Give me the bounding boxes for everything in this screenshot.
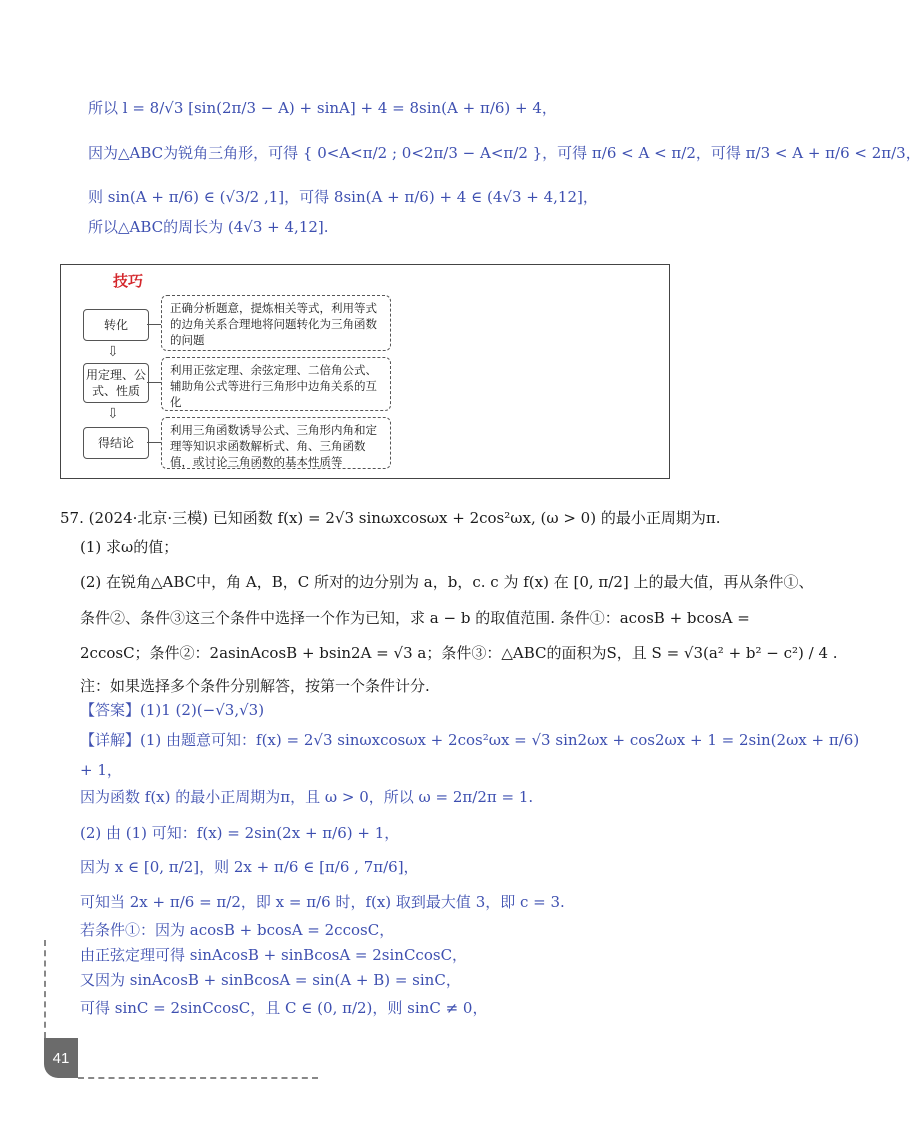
page-border-dashed <box>78 1077 318 1079</box>
step-box-transform: 转化 <box>83 309 149 341</box>
page-number: 41 <box>44 1038 78 1078</box>
tips-box <box>60 264 670 479</box>
connector-line <box>147 324 161 325</box>
step-desc-conclusion: 利用三角函数诱导公式、三角形内角和定理等知识求函数解析式、角、三角函数值，或讨论三角函数的基本性质等 <box>161 417 391 469</box>
solution-line: 所以 l = 8/√3 [sin(2π/3 − A) + sinA] + 4 = 8sin(A + π/6) + 4， <box>88 99 557 117</box>
problem-part-2: (2) 在锐角△ABC中，角 A，B，C 所对的边分别为 a，b，c. c 为 f(x) 在 [0, π/2] 上的最大值，再从条件①、 <box>80 573 814 591</box>
step-box-theorems: 用定理、公式、性质 <box>83 363 149 403</box>
connector-line <box>147 442 161 443</box>
problem-conditions: 条件②、条件③这三个条件中选择一个作为已知，求 a − b 的取值范围. 条件①：acosB + bcosA = <box>80 609 750 627</box>
arrow-down-icon: ⇩ <box>107 406 119 422</box>
detail-line: 由正弦定理可得 sinAcosB + sinBcosA = 2sinCcosC， <box>80 946 468 964</box>
detail-line: (2) 由 (1) 可知：f(x) = 2sin(2x + π/6) + 1， <box>80 824 400 842</box>
detail-line: 【详解】(1) 由题意可知：f(x) = 2√3 sinωxcosωx + 2cos²ωx = √3 sin2ωx + cos2ωx + 1 = 2sin(2ωx + π/6) <box>80 731 860 749</box>
connector-line <box>147 382 161 383</box>
step-desc-transform: 正确分析题意，提炼相关等式，利用等式的边角关系合理地将问题转化为三角函数的问题 <box>161 295 391 351</box>
problem-conditions: 2ccosC；条件②：2asinAcosB + bsin2A = √3 a；条件③：△ABC的面积为S，且 S = √3(a² + b² − c²) / 4 . <box>80 644 838 662</box>
solution-line: 因为△ABC为锐角三角形，可得 { 0<A<π/2 ; 0<2π/3 − A<π/2 }，可得 π/6 < A < π/2，可得 π/3 < A + π/6 < 2π/3， <box>88 144 921 162</box>
answer-line: 【答案】(1)1 (2)(−√3,√3) <box>80 701 265 719</box>
detail-line: 又因为 sinAcosB + sinBcosA = sin(A + B) = sinC， <box>80 971 461 989</box>
detail-line: 因为函数 f(x) 的最小正周期为π，且 ω > 0，所以 ω = 2π/2π = 1. <box>80 788 534 806</box>
detail-line: 因为 x ∈ [0, π/2]，则 2x + π/6 ∈ [π/6 , 7π/6]， <box>80 858 419 876</box>
detail-line: 可得 sinC = 2sinCcosC，且 C ∈ (0, π/2)，则 sinC ≠ 0， <box>80 999 488 1017</box>
page-border-dashed <box>44 940 46 1038</box>
solution-line: 则 sin(A + π/6) ∈ (√3/2 ,1]，可得 8sin(A + π/6) + 4 ∈ (4√3 + 4,12]， <box>88 188 598 206</box>
tips-title: 技巧 <box>113 272 144 290</box>
detail-line: 可知当 2x + π/6 = π/2，即 x = π/6 时，f(x) 取到最大值 3，即 c = 3. <box>80 893 565 911</box>
solution-line: 所以△ABC的周长为 (4√3 + 4,12]. <box>88 218 329 236</box>
detail-line: 若条件①：因为 acosB + bcosA = 2ccosC， <box>80 921 395 939</box>
detail-line: + 1， <box>80 761 122 779</box>
arrow-down-icon: ⇩ <box>107 344 119 360</box>
step-box-conclusion: 得结论 <box>83 427 149 459</box>
problem-note: 注：如果选择多个条件分别解答，按第一个条件计分. <box>80 677 430 695</box>
problem-part-1: (1) 求ω的值； <box>80 538 179 556</box>
step-desc-theorems: 利用正弦定理、余弦定理、二倍角公式、辅助角公式等进行三角形中边角关系的互化 <box>161 357 391 411</box>
problem-statement: 57. (2024·北京·三模) 已知函数 f(x) = 2√3 sinωxcosωx + 2cos²ωx, (ω > 0) 的最小正周期为π. <box>60 509 721 527</box>
